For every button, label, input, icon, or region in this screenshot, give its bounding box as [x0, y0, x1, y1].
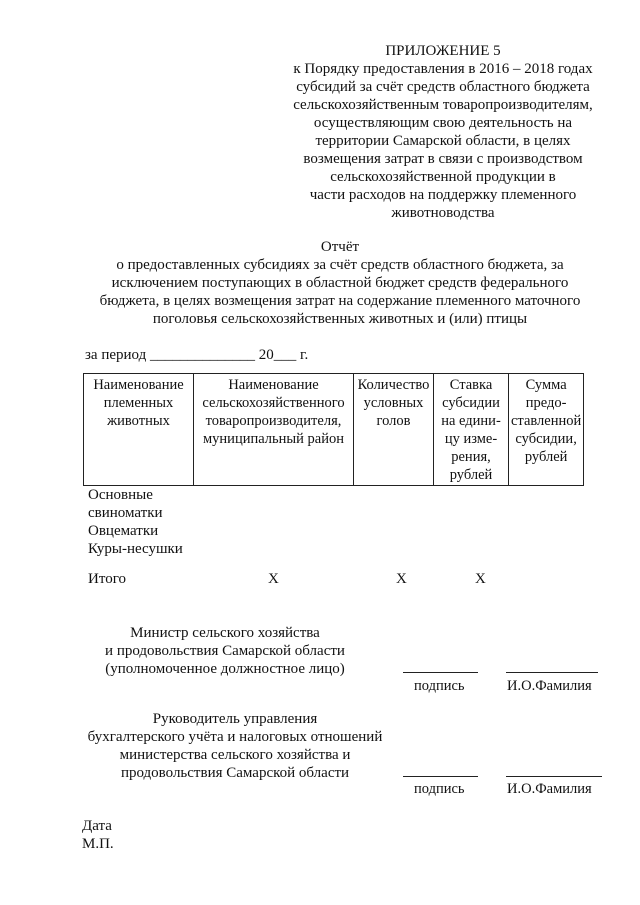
header-amount: Сумма предо- ставленной субсидии, рублей	[509, 374, 584, 486]
report-heading	[70, 238, 610, 328]
name-caption: И.О.Фамилия	[507, 678, 592, 694]
row-label: Куры-несушки	[88, 541, 183, 557]
appendix-line: территории Самарской области, в целях	[315, 133, 571, 149]
name-caption: И.О.Фамилия	[507, 781, 592, 797]
appendix-header	[278, 42, 608, 222]
name-line	[506, 672, 598, 673]
chief-title-line: бухгалтерского учёта и налоговых отношений	[87, 729, 383, 745]
table-header-row	[84, 374, 584, 486]
minister-signature-block	[80, 624, 370, 678]
report-subtitle-line: исключением поступающих в областной бюджет средств федерального	[111, 275, 569, 291]
report-period: за период ______________ 20___ г.	[85, 347, 309, 363]
chief-title-line: министерства сельского хозяйства и	[119, 747, 351, 763]
chief-signature-block	[80, 710, 390, 782]
header-animals: Наименование племенных животных	[84, 374, 194, 486]
minister-title-line: (уполномоченное должностное лицо)	[105, 661, 345, 677]
table-rows	[88, 486, 183, 558]
row-label: Овцематки	[88, 523, 159, 539]
name-line	[506, 776, 602, 777]
appendix-line: субсидий за счёт средств областного бюджета	[296, 79, 590, 95]
header-rate: Ставка субсидии на едини- цу изме- рения, рублей	[434, 374, 509, 486]
sign-caption: подпись	[414, 781, 465, 797]
signature-line	[403, 776, 478, 777]
report-subtitle-line: поголовья сельскохозяйственных животных и (или) птицы	[152, 311, 528, 327]
header-heads: Количество условных голов	[354, 374, 434, 486]
appendix-line: части расходов на поддержку племенного	[309, 187, 577, 203]
appendix-line: возмещения затрат в связи с производством	[303, 151, 583, 167]
total-mark: X	[396, 571, 407, 587]
total-mark: X	[268, 571, 279, 587]
row-label: Основные	[88, 487, 153, 503]
appendix-title: ПРИЛОЖЕНИЕ 5	[385, 43, 501, 59]
seal-label: М.П.	[82, 836, 114, 852]
appendix-line: к Порядку предоставления в 2016 – 2018 годах	[293, 61, 593, 77]
header-producer: Наименование сельскохозяйственного товаропроизводителя, муниципальный район	[194, 374, 354, 486]
appendix-line: животноводства	[391, 205, 495, 221]
report-subtitle-line: бюджета, в целях возмещения затрат на содержание племенного маточного	[99, 293, 581, 309]
chief-title-line: Руководитель управления	[152, 711, 318, 727]
signature-line	[403, 672, 478, 673]
minister-title-line: Министр сельского хозяйства	[130, 625, 320, 641]
sign-caption: подпись	[414, 678, 465, 694]
total-label: Итого	[88, 571, 126, 587]
total-mark: X	[475, 571, 486, 587]
subsidy-table	[83, 373, 584, 486]
minister-title-line: и продовольствия Самарской области	[105, 643, 345, 659]
chief-title-line: продовольствия Самарской области	[120, 765, 350, 781]
appendix-line: сельскохозяйственной продукции в	[330, 169, 556, 185]
row-label: свиноматки	[88, 505, 163, 521]
report-title: Отчёт	[320, 239, 360, 255]
appendix-line: сельскохозяйственным товаропроизводителям,	[293, 97, 593, 113]
report-subtitle-line: о предоставленных субсидиях за счёт средств областного бюджета, за	[116, 257, 564, 273]
appendix-line: осуществляющим свою деятельность на	[313, 115, 573, 131]
date-label: Дата	[82, 818, 112, 834]
